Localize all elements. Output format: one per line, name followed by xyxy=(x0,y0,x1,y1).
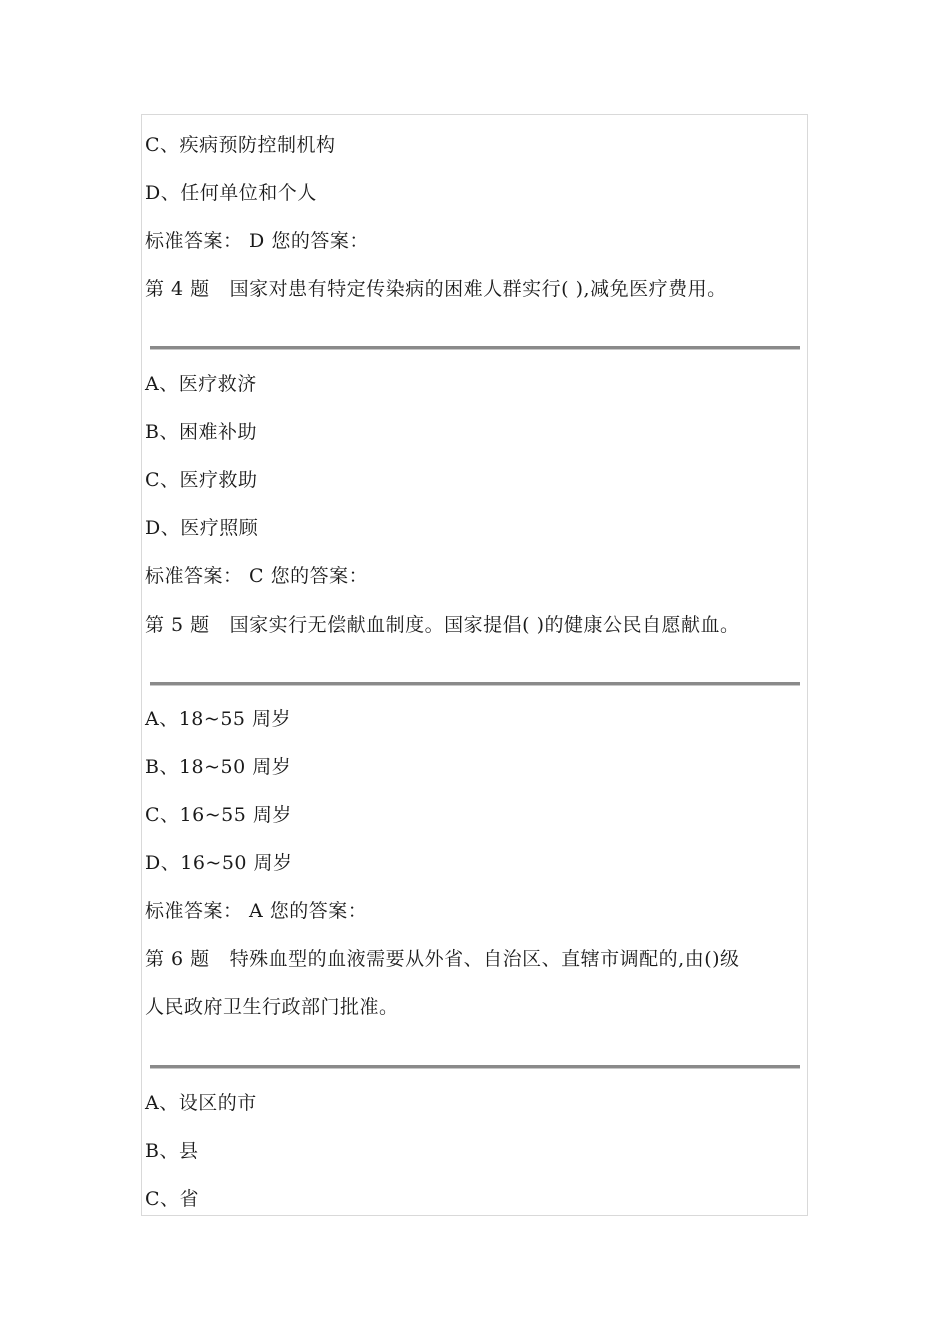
q6-stem-part1: 特殊血型的血液需要从外省、自治区、直辖市调配的,由()级 xyxy=(229,948,740,970)
q4-number: 第 4 题 xyxy=(145,278,210,300)
q5-number: 第 5 题 xyxy=(145,614,210,636)
q6-option-a: A、设区的市 xyxy=(145,1092,257,1114)
q6-divider xyxy=(150,1065,800,1069)
q6-stem-line1 xyxy=(145,947,740,971)
q5-stem-line xyxy=(145,613,740,637)
q3-option-c: C、疾病预防控制机构 xyxy=(145,134,336,156)
q4-divider xyxy=(150,346,800,350)
q6-option-c: C、省 xyxy=(145,1188,200,1210)
q5-divider xyxy=(150,682,800,686)
q5-stem: 国家实行无偿献血制度。国家提倡( )的健康公民自愿献血。 xyxy=(229,614,740,636)
q6-option-b: B、县 xyxy=(145,1140,199,1162)
q6-number: 第 6 题 xyxy=(145,948,210,970)
q4-answer: 标准答案： C 您的答案： xyxy=(145,565,369,587)
q5-answer: 标准答案： A 您的答案： xyxy=(145,900,368,922)
q6-stem-line2: 人民政府卫生行政部门批准。 xyxy=(145,996,399,1018)
q5-option-c: C、16~55 周岁 xyxy=(145,804,292,826)
q4-option-b: B、困难补助 xyxy=(145,421,257,443)
q3-option-d: D、任何单位和个人 xyxy=(145,182,317,204)
q4-option-d: D、医疗照顾 xyxy=(145,517,259,539)
q4-option-c: C、医疗救助 xyxy=(145,469,258,491)
q5-option-d: D、16~50 周岁 xyxy=(145,852,293,874)
q4-stem-line xyxy=(145,277,727,301)
q4-option-a: A、医疗救济 xyxy=(145,373,257,395)
q5-option-a: A、18~55 周岁 xyxy=(145,708,292,730)
q4-stem: 国家对患有特定传染病的困难人群实行( ),减免医疗费用。 xyxy=(229,278,727,300)
q3-answer: 标准答案： D 您的答案： xyxy=(145,230,369,252)
q5-option-b: B、18~50 周岁 xyxy=(145,756,292,778)
